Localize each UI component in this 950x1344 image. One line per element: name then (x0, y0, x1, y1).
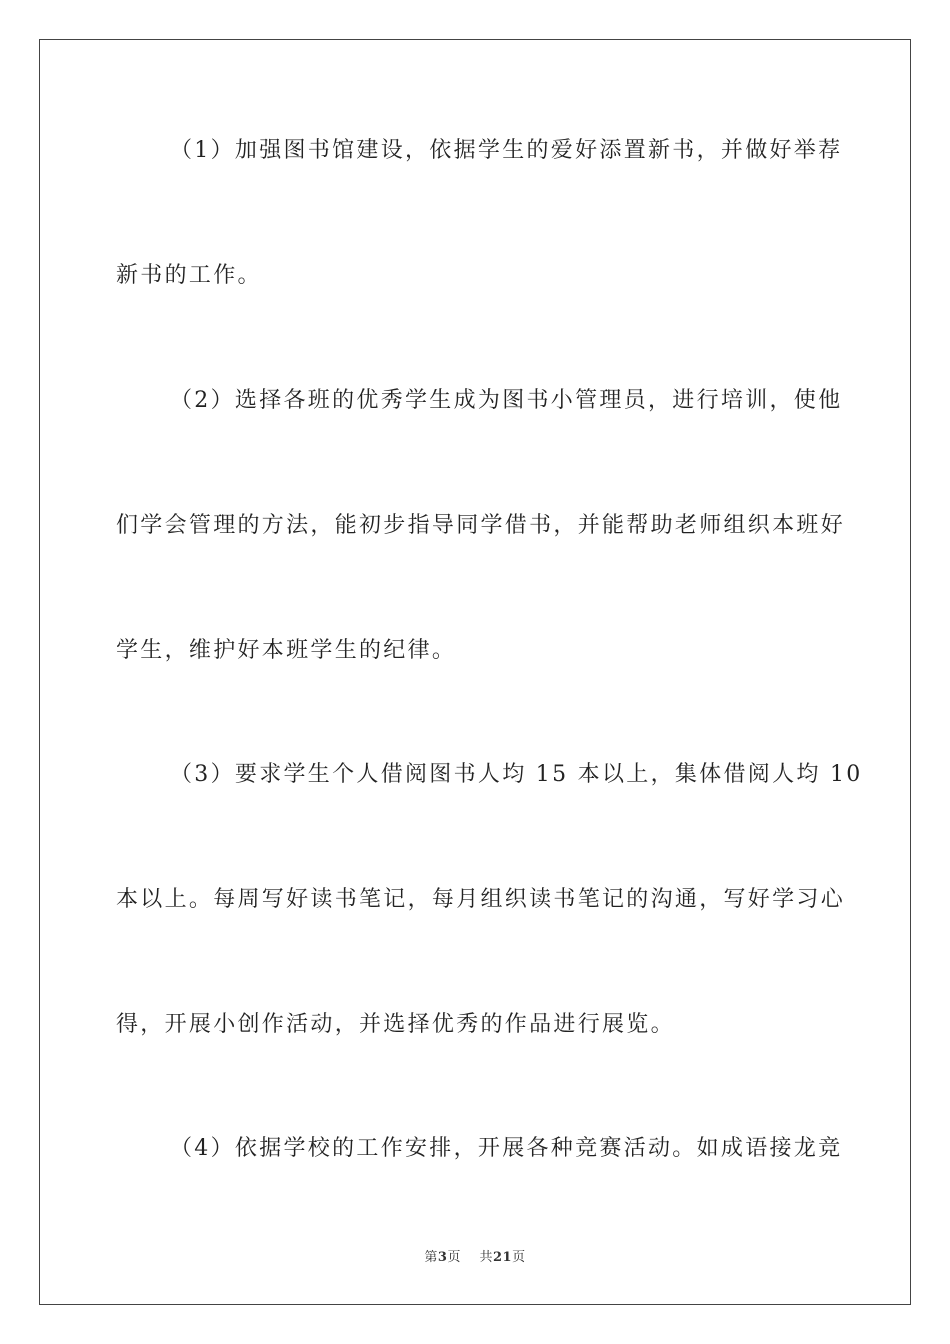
page-footer (0, 1246, 950, 1265)
footer-page-current: 3 (437, 1250, 448, 1265)
page-frame (39, 39, 911, 1305)
paragraph-2-line-2: 们学会管理的方法，能初步指导同学借书，并能帮助老师组织本班好 (116, 513, 846, 538)
paragraph-3-line-1: （3）要求学生个人借阅图书人均 15 本以上，集体借阅人均 10 (170, 762, 863, 787)
footer-total-prefix: 共 (479, 1250, 493, 1265)
paragraph-1-line-2: 新书的工作。 (116, 263, 262, 288)
footer-total-suffix: 页 (512, 1250, 526, 1265)
paragraph-4-line-1: （4）依据学校的工作安排，开展各种竞赛活动。如成语接龙竞 (170, 1136, 843, 1161)
paragraph-1-line-1: （1）加强图书馆建设，依据学生的爱好添置新书，并做好举荐 (170, 138, 843, 163)
paragraph-2-line-3: 学生，维护好本班学生的纪律。 (116, 638, 457, 663)
paragraph-3-line-2: 本以上。每周写好读书笔记，每月组织读书笔记的沟通，写好学习心 (116, 887, 846, 912)
paragraph-2-line-1: （2）选择各班的优秀学生成为图书小管理员，进行培训，使他 (170, 388, 843, 413)
footer-page-suffix: 页 (447, 1250, 461, 1265)
footer-page-total: 21 (493, 1250, 513, 1265)
paragraph-3-line-3: 得，开展小创作活动，并选择优秀的作品进行展览。 (116, 1012, 675, 1037)
footer-page-prefix: 第 (424, 1250, 438, 1265)
